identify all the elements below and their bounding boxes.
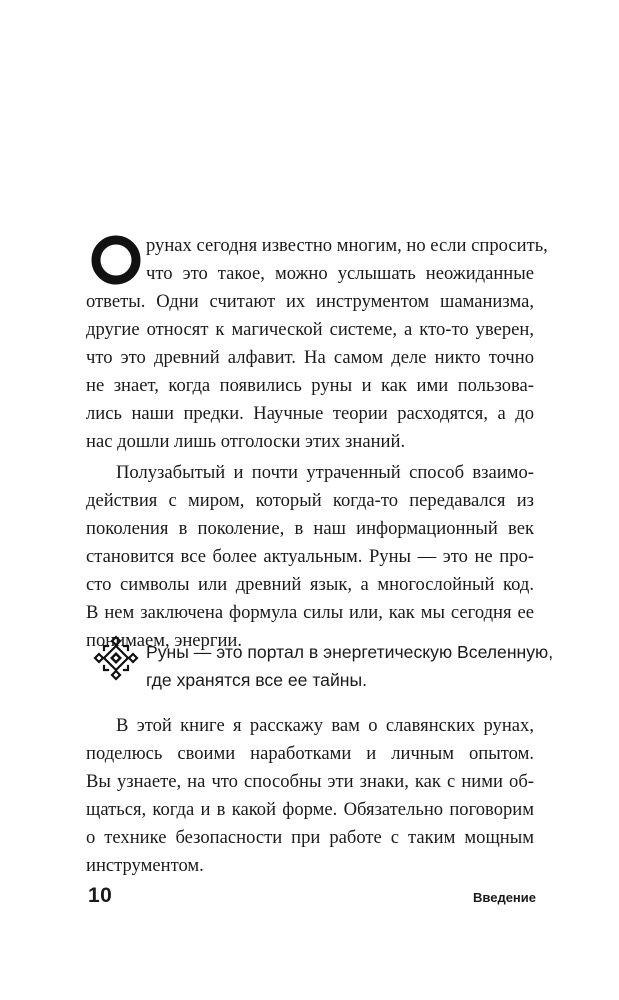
text-line: нас дошли лишь отголоски этих знаний. (86, 431, 406, 452)
quote-line: Руны — это портал в энергетическую Вселенную, (146, 642, 554, 662)
text-line: о технике безопасности при работе с таким мощным (86, 827, 534, 848)
text-line: Вы узнаете, на что способны эти знаки, как с ними об- (86, 771, 534, 792)
text-line: рунах сегодня известно многим, но если спросить, (146, 235, 548, 256)
text-line: становится все более актуальным. Руны — это не про- (86, 546, 534, 567)
text-line: сто символы или древний язык, а многослойный код. (86, 574, 534, 595)
text-line: В этой книге я расскажу вам о славянских рунах, (116, 715, 534, 736)
page-number: 10 (88, 884, 113, 907)
dropcap-letter-icon (90, 234, 142, 286)
text-line: щаться, когда и в какой форме. Обязательно поговорим (86, 799, 534, 820)
text-line: не знает, когда появились руны и как ими пользова- (86, 375, 534, 396)
text-line: Полузабытый и почти утраченный способ взаимо- (116, 462, 534, 483)
text-line: инструментом. (86, 855, 204, 876)
text-line: другие относят к магической системе, а кто-то уверен, (86, 319, 534, 340)
text-line: ответы. Одни считают их инструментом шаманизма, (86, 291, 534, 312)
text-line: понимаем, энергии. (86, 630, 243, 651)
text-line: действия с миром, который когда-то передавался из (86, 490, 534, 511)
text-line: В нем заключена формула силы или, как мы сегодня ее (86, 602, 534, 623)
text-line: поделюсь своими наработками и личным опытом. (86, 743, 534, 764)
quote-line: где хранятся все ее тайны. (146, 670, 368, 690)
text-line: поколения в поколение, в наш информационный век (86, 518, 534, 539)
text-line: что это такое, можно услышать неожиданные (146, 263, 534, 284)
slavic-ornament-icon (92, 634, 140, 682)
text-line: что это древний алфавит. На самом деле никто точно (86, 347, 534, 368)
text-line: лись наши предки. Научные теории расходятся, а до (86, 403, 534, 424)
section-title: Введение (473, 890, 536, 905)
